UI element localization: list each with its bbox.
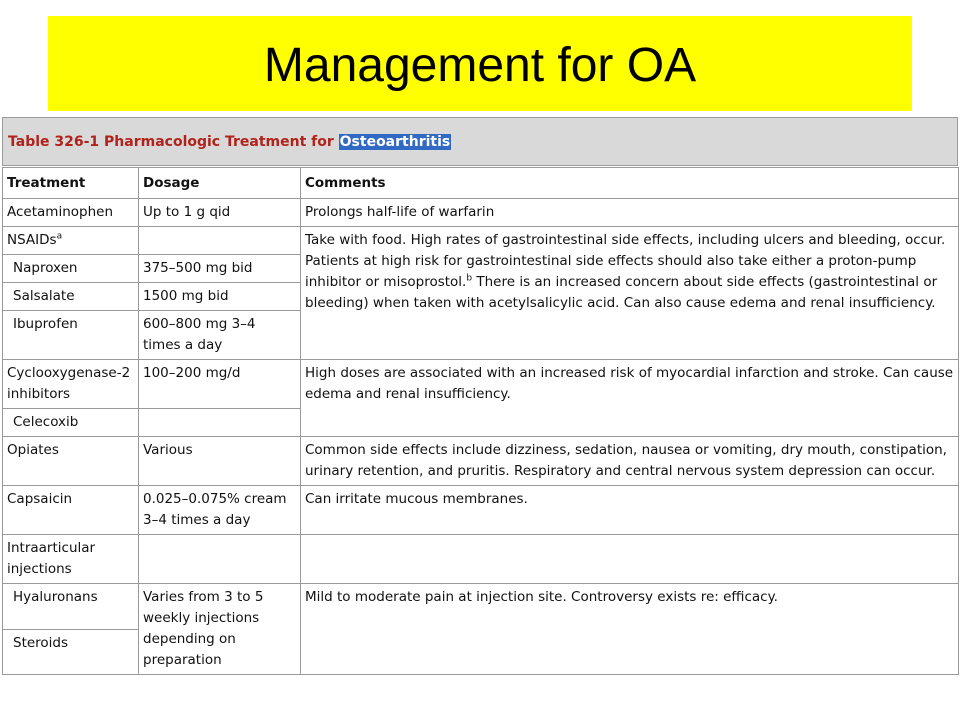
treatment-cell: Naproxen bbox=[3, 255, 139, 283]
table-row bbox=[3, 486, 959, 535]
dosage-cell: Various bbox=[139, 437, 301, 486]
dosage-cell: 1500 mg bid bbox=[139, 283, 301, 311]
table-caption-highlight: Osteoarthritis bbox=[339, 133, 451, 150]
page-title: Management for OA bbox=[263, 39, 697, 92]
table-row bbox=[3, 535, 959, 584]
comments-text: There is an increased concern about side effects (gastrointestinal or bleeding) when taken with acetylsalicylic acid. Can also cause edema and renal insufficiency. bbox=[305, 274, 938, 311]
footnote-marker: b bbox=[466, 273, 473, 284]
treatment-cell: Steroids bbox=[3, 629, 139, 675]
dosage-cell: 100–200 mg/d bbox=[139, 360, 301, 409]
treatment-name: NSAIDs bbox=[7, 232, 57, 248]
footnote-marker: a bbox=[56, 231, 63, 242]
title-banner bbox=[48, 16, 912, 111]
header-comments: Comments bbox=[301, 168, 959, 199]
dosage-cell bbox=[139, 409, 301, 437]
table-row bbox=[3, 199, 959, 227]
treatment-cell: Intraarticular injections bbox=[3, 535, 139, 584]
dosage-cell: Varies from 3 to 5 weekly injections depending on preparation bbox=[139, 584, 301, 675]
table-row bbox=[3, 227, 959, 255]
treatment-cell: Celecoxib bbox=[3, 409, 139, 437]
dosage-cell bbox=[139, 535, 301, 584]
comments-text: Take with food. High rates of gastrointestinal side effects, including ulcers and bleeding, occur. Patients at high risk for gastrointestinal side effects should also take either a proton-pump inhibitor or misoprostol. bbox=[305, 232, 946, 290]
treatment-cell: Capsaicin bbox=[3, 486, 139, 535]
dosage-cell: 600–800 mg 3–4 times a day bbox=[139, 311, 301, 360]
dosage-cell: 375–500 mg bid bbox=[139, 255, 301, 283]
table-caption bbox=[2, 117, 958, 166]
treatment-table bbox=[2, 167, 959, 675]
dosage-cell bbox=[139, 227, 301, 255]
treatment-table-region bbox=[0, 117, 960, 690]
dosage-cell: 0.025–0.075% cream 3–4 times a day bbox=[139, 486, 301, 535]
table-row bbox=[3, 437, 959, 486]
comments-cell: Common side effects include dizziness, sedation, nausea or vomiting, dry mouth, constipation, urinary retention, and pruritis. Respiratory and central nervous system depression can occur. bbox=[301, 437, 959, 486]
treatment-cell: Hyaluronans bbox=[3, 584, 139, 630]
header-dosage: Dosage bbox=[139, 168, 301, 199]
treatment-cell: Opiates bbox=[3, 437, 139, 486]
comments-cell bbox=[301, 227, 959, 360]
comments-cell: Mild to moderate pain at injection site. Controversy exists re: efficacy. bbox=[301, 584, 959, 675]
header-treatment: Treatment bbox=[3, 168, 139, 199]
comments-cell: High doses are associated with an increased risk of myocardial infarction and stroke. Can cause edema and renal insufficiency. bbox=[301, 360, 959, 437]
treatment-cell bbox=[3, 227, 139, 255]
table-row bbox=[3, 584, 959, 630]
comments-cell: Prolongs half-life of warfarin bbox=[301, 199, 959, 227]
table-row bbox=[3, 360, 959, 409]
dosage-cell: Up to 1 g qid bbox=[139, 199, 301, 227]
comments-cell: Can irritate mucous membranes. bbox=[301, 486, 959, 535]
treatment-cell: Acetaminophen bbox=[3, 199, 139, 227]
treatment-cell: Cyclooxygenase-2 inhibitors bbox=[3, 360, 139, 409]
table-caption-prefix: Table 326-1 Pharmacologic Treatment for bbox=[8, 133, 339, 150]
treatment-cell: Ibuprofen bbox=[3, 311, 139, 360]
treatment-cell: Salsalate bbox=[3, 283, 139, 311]
comments-cell bbox=[301, 535, 959, 584]
table-header-row bbox=[3, 168, 959, 199]
